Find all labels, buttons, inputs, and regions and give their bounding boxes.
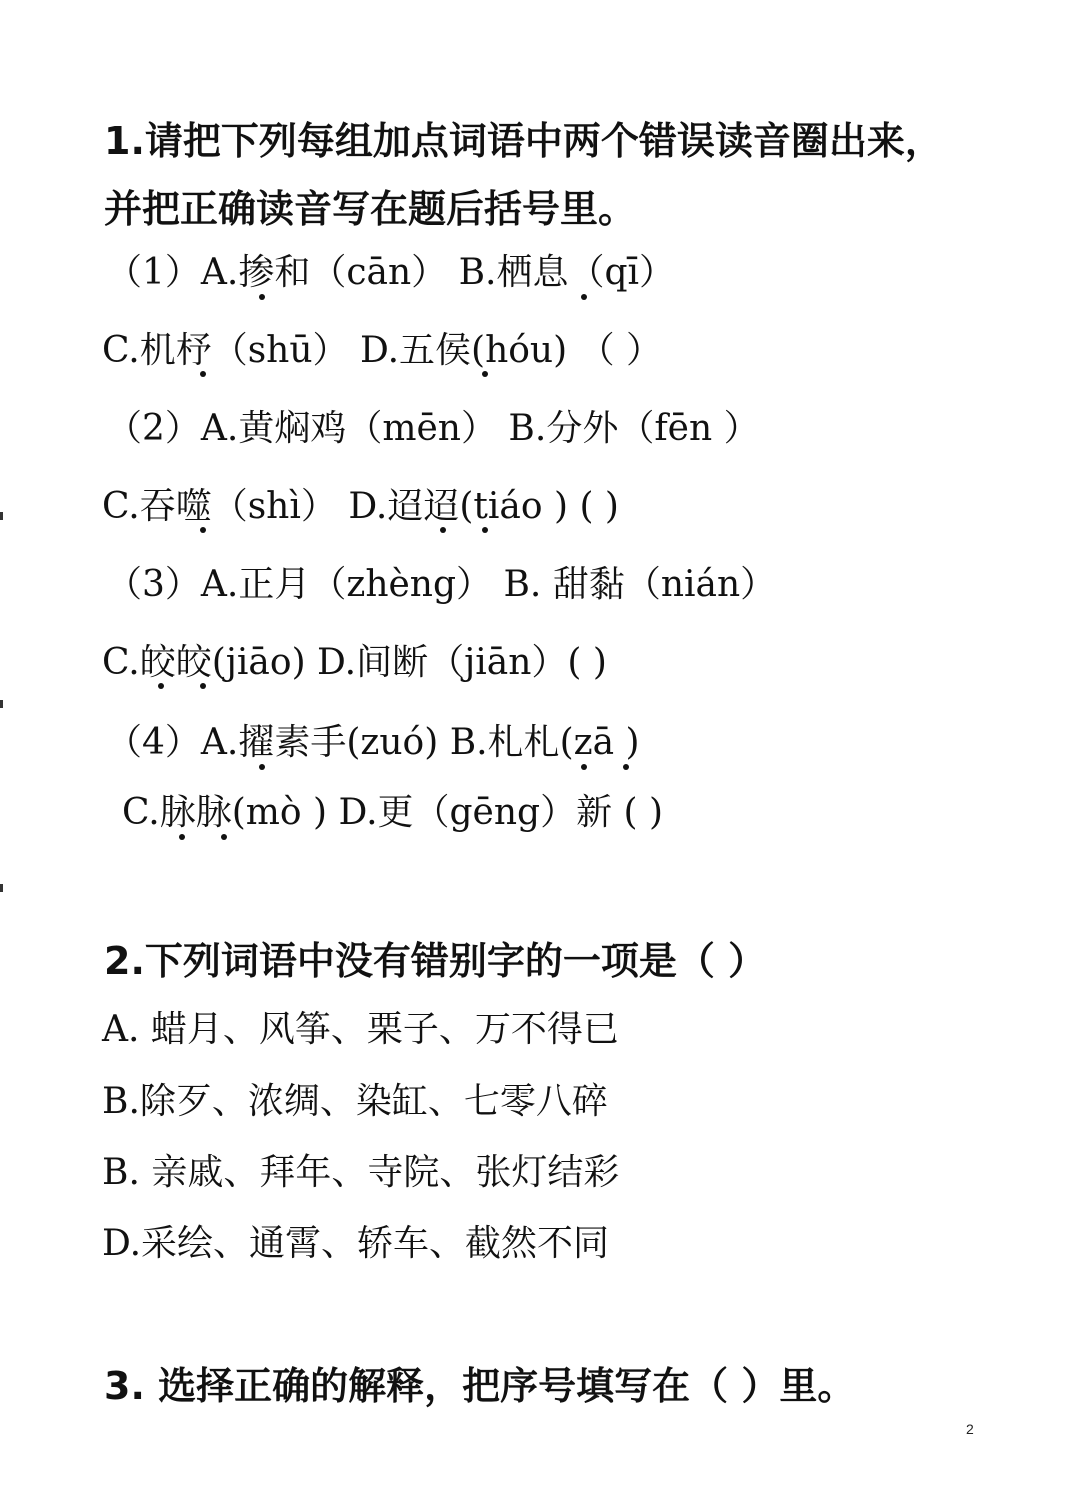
q1-group1-ab: （1）A.掺和（cān） B.栖息（qī） (106, 252, 676, 293)
emphasis-dot (200, 683, 206, 689)
q2-option-b: B.除歹、浓绸、染缸、七零八碎 (102, 1081, 608, 1122)
q2-option-a: A. 蜡月、风筝、栗子、万不得已 (102, 1009, 619, 1050)
q3-title: 3. 选择正确的解释，把序号填写在（ ）里。 (104, 1364, 856, 1408)
emphasis-dot (259, 294, 265, 300)
emphasis-dot (482, 371, 488, 377)
scan-edge-mark (0, 884, 3, 892)
emphasis-dot (200, 371, 206, 377)
q1-group4-cd: C.脉脉(mò ) D.更（gēng）新 ( ) (122, 792, 664, 833)
emphasis-dot (158, 683, 164, 689)
page-number: 2 (966, 1421, 974, 1437)
emphasis-dot (221, 834, 227, 840)
q2-option-d: D.采绘、通霄、轿车、截然不同 (102, 1223, 610, 1264)
emphasis-dot (259, 764, 265, 770)
q1-group1-cd: C.机杼（shū） D.五侯(hóu) （ ） (102, 330, 663, 371)
emphasis-dot (623, 764, 629, 770)
scan-edge-mark (0, 512, 3, 520)
q1-title-line2: 并把正确读音写在题后括号里。 (104, 187, 637, 231)
q2-title: 2.下列词语中没有错别字的一项是（ ） (104, 939, 767, 983)
q1-group3-cd: C.皎皎(jiāo) D.间断（jiān）( ) (102, 642, 607, 683)
q2-option-c: B. 亲戚、拜年、寺院、张灯结彩 (102, 1152, 620, 1193)
emphasis-dot (581, 294, 587, 300)
emphasis-dot (179, 834, 185, 840)
q1-group4-ab: （4）A.擢素手(zuó) B.札札(zā ) (106, 722, 640, 763)
scan-edge-mark (0, 700, 3, 708)
emphasis-dot (482, 527, 488, 533)
q1-group2-ab: （2）A.黄焖鸡（mēn） B.分外（fēn ） (106, 408, 760, 449)
emphasis-dot (581, 764, 587, 770)
q1-title-line1: 1.请把下列每组加点词语中两个错误读音圈出来， (104, 119, 943, 163)
emphasis-dot (200, 527, 206, 533)
emphasis-dot (440, 527, 446, 533)
q1-group2-cd: C.吞噬（shì） D.迢迢(tiáo ) ( ) (102, 486, 619, 527)
q1-group3-ab: （3）A.正月（zhèng） B. 甜黏（nián） (106, 564, 777, 605)
